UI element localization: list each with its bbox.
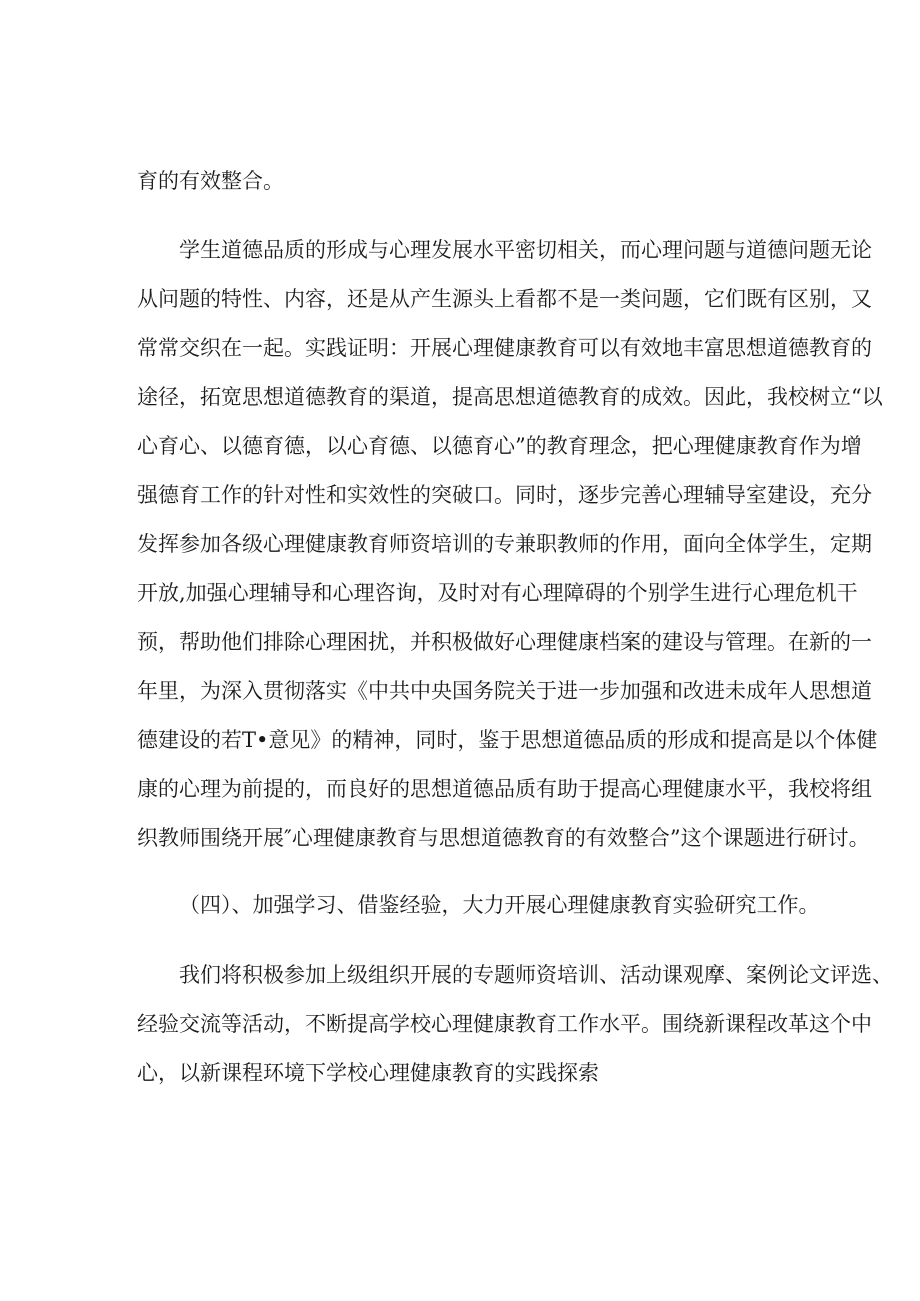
section-heading: （四）、加强学习、借鉴经验，大力开展心理健康教育实验研究工作。 (179, 893, 820, 917)
paragraph-line: 从问题的特性、内容，还是从产生源头上看都不是一类问题，它们既有区别，又 (137, 287, 872, 311)
paragraph-line: 织教师围绕开展″心理健康教育与思想道德教育的有效整合”这个课题进行研讨。 (137, 826, 870, 850)
paragraph-line: 开放,加强心理辅导和心理咨询，及时对有心理障碍的个别学生进行心理危机干 (137, 581, 858, 605)
paragraph-line: 常常交织在一起。实践证明：开展心理健康教育可以有效地丰富思想道德教育的 (137, 336, 872, 360)
paragraph-line: 途径，拓宽思想道德教育的渠道，提高思想道德教育的成效。因此，我校树立“以 (137, 385, 883, 409)
paragraph-line: 德建设的若T•意见》的精神，同时，鉴于思想道德品质的形成和提高是以个体健 (137, 728, 878, 752)
paragraph-line: 发挥参加各级心理健康教育师资培训的专兼职教师的作用，面向全体学生，定期 (137, 532, 872, 556)
paragraph-line: 心育心、以德育德，以心育德、以德育心”的教育理念，把心理健康教育作为增 (137, 434, 862, 458)
paragraph-line: 预，帮助他们排除心理困扰，并积极做好心理健康档案的建设与管理。在新的一 (137, 630, 872, 654)
paragraph-line: 心，以新课程环境下学校心理健康教育的实践探索 (137, 1061, 599, 1085)
paragraph-line: 我们将积极参加上级组织开展的专题师资培训、活动课观摩、案例论文评选、 (179, 963, 893, 987)
paragraph-line: 康的心理为前提的，而良好的思想道德品质有助于提高心理健康水平，我校将组 (137, 777, 872, 801)
paragraph-line: 经验交流等活动，不断提高学校心理健康教育工作水平。围绕新课程改革这个中 (137, 1012, 872, 1036)
paragraph-line: 年里，为深入贯彻落实《中共中央国务院关于进一步加强和改进未成年人思想道 (137, 679, 872, 703)
paragraph-line: 强德育工作的针对性和实效性的突破口。同时，逐步完善心理辅导室建设，充分 (137, 483, 872, 507)
paragraph-line: 学生道德品质的形成与心理发展水平密切相关，而心理问题与道德问题无论 (179, 238, 872, 262)
paragraph-continuation-line: 育的有效整合。 (137, 169, 284, 193)
